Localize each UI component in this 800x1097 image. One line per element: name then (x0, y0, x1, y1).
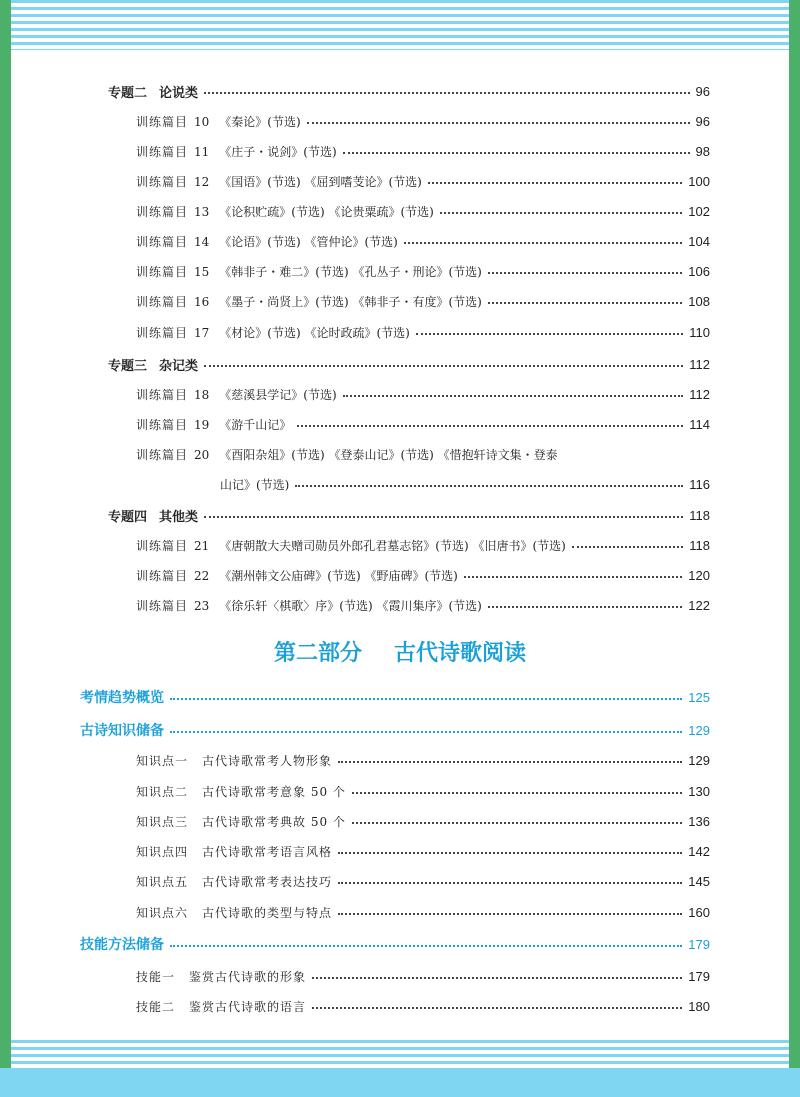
item-title: 古代诗歌常考意象 50 个 (202, 784, 346, 799)
page-number: 98 (695, 143, 710, 159)
item-title: 古代诗歌常考表达技巧 (202, 874, 333, 889)
page-number: 96 (695, 113, 710, 129)
section-label: 考情趋势概览 (80, 689, 164, 705)
item-title: 《墨子・尚贤上》(节选) 《韩非子・有度》(节选) (219, 294, 482, 309)
toc-item-12[interactable] (136, 170, 710, 192)
toc-item-22[interactable] (136, 564, 710, 586)
toc-skill-1[interactable] (136, 965, 710, 987)
toc-item-23[interactable] (136, 594, 710, 616)
page-number: 145 (688, 873, 710, 889)
topic-label: 专题二 (108, 84, 148, 100)
leader-dots (440, 212, 682, 214)
leader-dots (352, 792, 682, 794)
item-prefix: 训练篇目 (136, 538, 189, 553)
leader-dots (488, 606, 682, 608)
leader-dots (295, 485, 683, 487)
page-number: 110 (689, 324, 710, 340)
page-number: 125 (688, 689, 710, 705)
page-number: 179 (688, 936, 710, 952)
page-number: 129 (688, 722, 710, 738)
item-prefix: 训练篇目 (136, 204, 189, 219)
item-number: 14 (194, 234, 210, 249)
part-2-title: 古代诗歌阅读 (394, 640, 527, 666)
item-title: 《酉阳杂俎》(节选) 《登泰山记》(节选) 《惜抱轩诗文集・登泰 (219, 447, 558, 462)
toc-skill-2[interactable] (136, 995, 710, 1017)
toc-item-18[interactable] (136, 383, 710, 405)
item-prefix: 训练篇目 (136, 294, 189, 309)
section-label: 古诗知识储备 (80, 722, 164, 738)
page-number: 100 (688, 173, 710, 189)
item-prefix: 训练篇目 (136, 417, 189, 432)
item-title: 《庄子・说剑》(节选) (219, 144, 337, 159)
item-prefix: 训练篇目 (136, 174, 189, 189)
leader-dots (404, 242, 682, 244)
item-number: 16 (194, 294, 210, 309)
toc-topic-3[interactable] (108, 353, 710, 375)
topic-label: 专题三 (108, 357, 148, 373)
item-number: 15 (194, 264, 210, 279)
toc-topic-2[interactable] (108, 80, 710, 102)
toc-knowledge-1[interactable] (136, 749, 710, 771)
item-prefix: 知识点六 (136, 905, 189, 920)
leader-dots (338, 852, 682, 854)
page-number: 118 (689, 507, 710, 523)
toc-item-14[interactable] (136, 230, 710, 252)
item-prefix: 技能一 (136, 969, 176, 984)
toc-section-poetry-knowledge[interactable] (80, 719, 710, 741)
toc-item-10[interactable] (136, 110, 710, 132)
toc-topic-4[interactable] (108, 504, 710, 526)
right-border (789, 0, 800, 1097)
item-prefix: 训练篇目 (136, 325, 189, 340)
page-number: 112 (689, 386, 710, 402)
page-number: 179 (688, 968, 710, 984)
part-2-heading (0, 636, 800, 667)
topic-name: 杂记类 (159, 357, 199, 373)
item-prefix: 知识点四 (136, 844, 189, 859)
item-prefix: 训练篇目 (136, 387, 189, 402)
toc-item-13[interactable] (136, 200, 710, 222)
page-number: 102 (688, 203, 710, 219)
item-prefix: 训练篇目 (136, 234, 189, 249)
page-number: 112 (689, 356, 710, 372)
toc-knowledge-2[interactable] (136, 780, 710, 802)
leader-dots (297, 425, 683, 427)
topic-name: 其他类 (159, 508, 199, 524)
leader-dots (307, 122, 690, 124)
item-number: 22 (194, 568, 210, 583)
toc-knowledge-6[interactable] (136, 901, 710, 923)
toc-knowledge-5[interactable] (136, 870, 710, 892)
page-number: 180 (688, 998, 710, 1014)
page-number: 118 (689, 537, 710, 553)
toc-item-19[interactable] (136, 413, 710, 435)
page-number: 104 (688, 233, 710, 249)
toc-section-skills[interactable] (80, 933, 710, 955)
page-number: 160 (688, 904, 710, 920)
leader-dots (204, 92, 690, 94)
leader-dots (416, 333, 683, 335)
toc-item-17[interactable] (136, 321, 710, 343)
page-number: 96 (695, 83, 710, 99)
toc-item-20[interactable] (136, 443, 710, 465)
page-number: 122 (688, 597, 710, 613)
bottom-stripes-decoration (11, 1040, 789, 1068)
item-prefix: 技能二 (136, 999, 176, 1014)
page-number: 116 (689, 476, 710, 492)
item-title: 《游千山记》 (219, 417, 292, 432)
item-prefix: 训练篇目 (136, 144, 189, 159)
leader-dots (338, 761, 682, 763)
item-prefix: 知识点三 (136, 814, 189, 829)
leader-dots (338, 913, 682, 915)
item-prefix: 训练篇目 (136, 114, 189, 129)
item-prefix: 知识点一 (136, 753, 189, 768)
part-2-label: 第二部分 (273, 640, 362, 666)
item-prefix: 训练篇目 (136, 568, 189, 583)
page-number: 106 (688, 263, 710, 279)
item-number: 19 (194, 417, 210, 432)
item-title: 《论积贮疏》(节选) 《论贵粟疏》(节选) (219, 204, 434, 219)
item-number: 12 (194, 174, 210, 189)
item-number: 13 (194, 204, 210, 219)
leader-dots (312, 1007, 682, 1009)
bottom-band-decoration (0, 1068, 800, 1097)
item-prefix: 训练篇目 (136, 598, 189, 613)
item-title: 《韩非子・难二》(节选) 《孔丛子・刑论》(节选) (219, 264, 482, 279)
item-title: 《国语》(节选) 《屈到嗜芰论》(节选) (219, 174, 422, 189)
leader-dots (204, 516, 683, 518)
topic-label: 专题四 (108, 508, 148, 524)
toc-knowledge-4[interactable] (136, 840, 710, 862)
leader-dots (464, 576, 682, 578)
toc-item-21[interactable] (136, 534, 710, 556)
item-title: 《徐乐轩〈棋歌〉序》(节选) 《霞川集序》(节选) (219, 598, 482, 613)
item-title: 《材论》(节选) 《论时政疏》(节选) (219, 325, 410, 340)
item-title: 古代诗歌的类型与特点 (202, 905, 333, 920)
leader-dots (312, 977, 682, 979)
page-number: 129 (688, 752, 710, 768)
item-title: 古代诗歌常考人物形象 (202, 753, 333, 768)
item-number: 20 (194, 447, 210, 462)
leader-dots (170, 731, 682, 733)
item-prefix: 训练篇目 (136, 447, 189, 462)
toc-item-16[interactable] (136, 290, 710, 312)
item-title: 《秦论》(节选) (219, 114, 301, 129)
section-label: 技能方法储备 (80, 936, 164, 952)
page-number: 130 (688, 783, 710, 799)
item-title: 《唐朝散大夫赠司勋员外郎孔君墓志铭》(节选) 《旧唐书》(节选) (219, 538, 566, 553)
page-number: 108 (688, 293, 710, 309)
item-number: 18 (194, 387, 210, 402)
toc-item-15[interactable] (136, 260, 710, 282)
toc-item-20-continuation[interactable] (220, 473, 710, 495)
leader-dots (170, 698, 682, 700)
topic-name: 论说类 (159, 84, 199, 100)
leader-dots (343, 395, 684, 397)
item-number: 23 (194, 598, 210, 613)
toc-section-exam-trends[interactable] (80, 686, 710, 708)
page-number: 136 (688, 813, 710, 829)
page-number: 120 (688, 567, 710, 583)
toc-item-11[interactable] (136, 140, 710, 162)
item-prefix: 知识点五 (136, 874, 189, 889)
item-title: 鉴赏古代诗歌的语言 (189, 999, 307, 1014)
leader-dots (428, 182, 682, 184)
leader-dots (343, 152, 690, 154)
item-title: 古代诗歌常考语言风格 (202, 844, 333, 859)
leader-dots (338, 882, 682, 884)
leader-dots (572, 546, 683, 548)
item-title: 《慈溪县学记》(节选) (219, 387, 337, 402)
item-prefix: 训练篇目 (136, 264, 189, 279)
leader-dots (488, 302, 682, 304)
item-title: 鉴赏古代诗歌的形象 (189, 969, 307, 984)
item-title: 山记》(节选) (220, 477, 290, 492)
item-number: 10 (194, 114, 210, 129)
item-prefix: 知识点二 (136, 784, 189, 799)
page-number: 114 (689, 416, 710, 432)
leader-dots (352, 822, 682, 824)
leader-dots (204, 365, 683, 367)
top-stripes-decoration (11, 0, 789, 50)
item-number: 11 (194, 144, 210, 159)
item-title: 古代诗歌常考典故 50 个 (202, 814, 346, 829)
item-title: 《潮州韩文公庙碑》(节选) 《野庙碑》(节选) (219, 568, 458, 583)
leader-dots (170, 945, 682, 947)
item-number: 17 (194, 325, 210, 340)
page-number: 142 (688, 843, 710, 859)
item-title: 《论语》(节选) 《管仲论》(节选) (219, 234, 398, 249)
toc-knowledge-3[interactable] (136, 810, 710, 832)
left-border (0, 0, 11, 1097)
item-number: 21 (194, 538, 210, 553)
leader-dots (488, 272, 682, 274)
